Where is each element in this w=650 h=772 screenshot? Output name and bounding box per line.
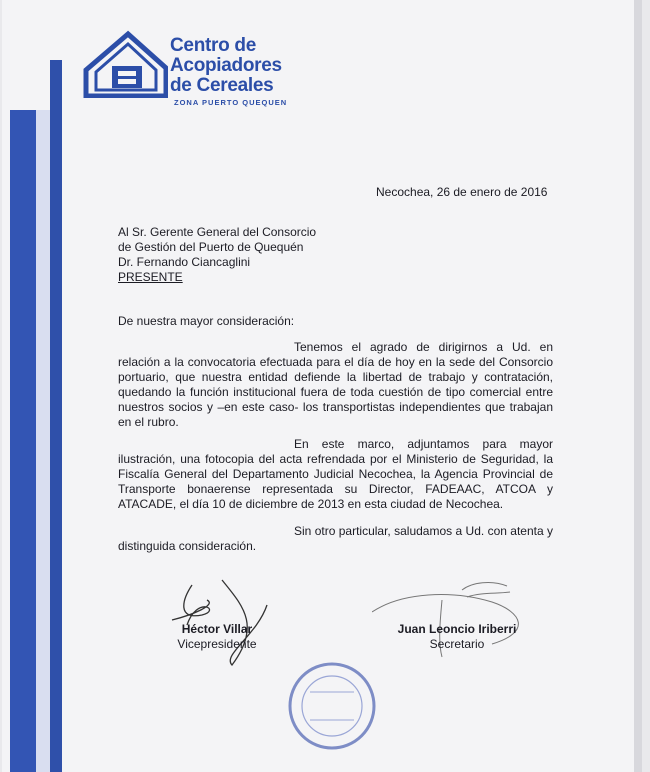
body-paragraph-3: Sin otro particular, saludamos a Ud. con atenta y distinguida consideración. [118,524,553,553]
left-blue-band [10,110,36,772]
company-logo-icon [82,30,168,98]
signature-2-role: Secretario [429,637,485,651]
body-paragraph-2: En este marco, adjuntamos para mayor ilustración, una fotocopia del acta refrendada por el Ministerio de Seguridad, la Fiscalía General del Departamento Judicial Necochea, la Agencia Provincial de Transporte bonaerense representada su Director, FADEAAC, ATCOA y ATACADE, el día 10 de diciembre de 2013 en esta ciudad de Necochea. [118,437,553,511]
body-paragraph-1: Tenemos el agrado de dirigirnos a Ud. en relación a la convocatoria efectuada para el día de hoy en la sede del Consorcio portuario, que nuestra entidad defiende la libertad de trabajo y contratación, quedando la función institucional fuera de toda cuestión de tipo comercial entre nuestros socios y –en este caso- los transportistas independientes que trabajan en el rubro. [118,340,553,429]
page-edge [634,0,642,772]
signature-block-2 [372,622,542,652]
signature-1-name: Héctor Villar [181,622,253,636]
recipient-line-4: PRESENTE [118,270,183,284]
letter-date: Necochea, 26 de enero de 2016 [376,185,548,199]
recipient-line-2: de Gestión del Puerto de Quequén [118,240,304,254]
signature-2-name: Juan Leoncio Iriberri [397,622,517,636]
recipient-line-3: Dr. Fernando Ciancaglini [118,255,251,269]
letter-page [2,0,642,772]
letterhead-line-3: de Cereales [170,75,274,96]
recipient-line-1: Al Sr. Gerente General del Consorcio [118,225,317,239]
letterhead [170,36,287,107]
signature-block-1 [152,622,282,652]
letterhead-zone: ZONA PUERTO QUEQUEN [174,98,288,107]
signature-1-role: Vicepresidente [177,637,257,651]
left-blue-stripe [50,60,62,772]
signature-scribble-1-icon [162,565,282,675]
recipient-block [118,225,316,285]
letterhead-line-2: Acopiadores [170,55,282,76]
salutation: De nuestra mayor consideración: [118,314,295,328]
left-band-gap [36,110,50,772]
letterhead-line-1: Centro de [170,35,256,56]
official-seal-icon [286,660,378,752]
